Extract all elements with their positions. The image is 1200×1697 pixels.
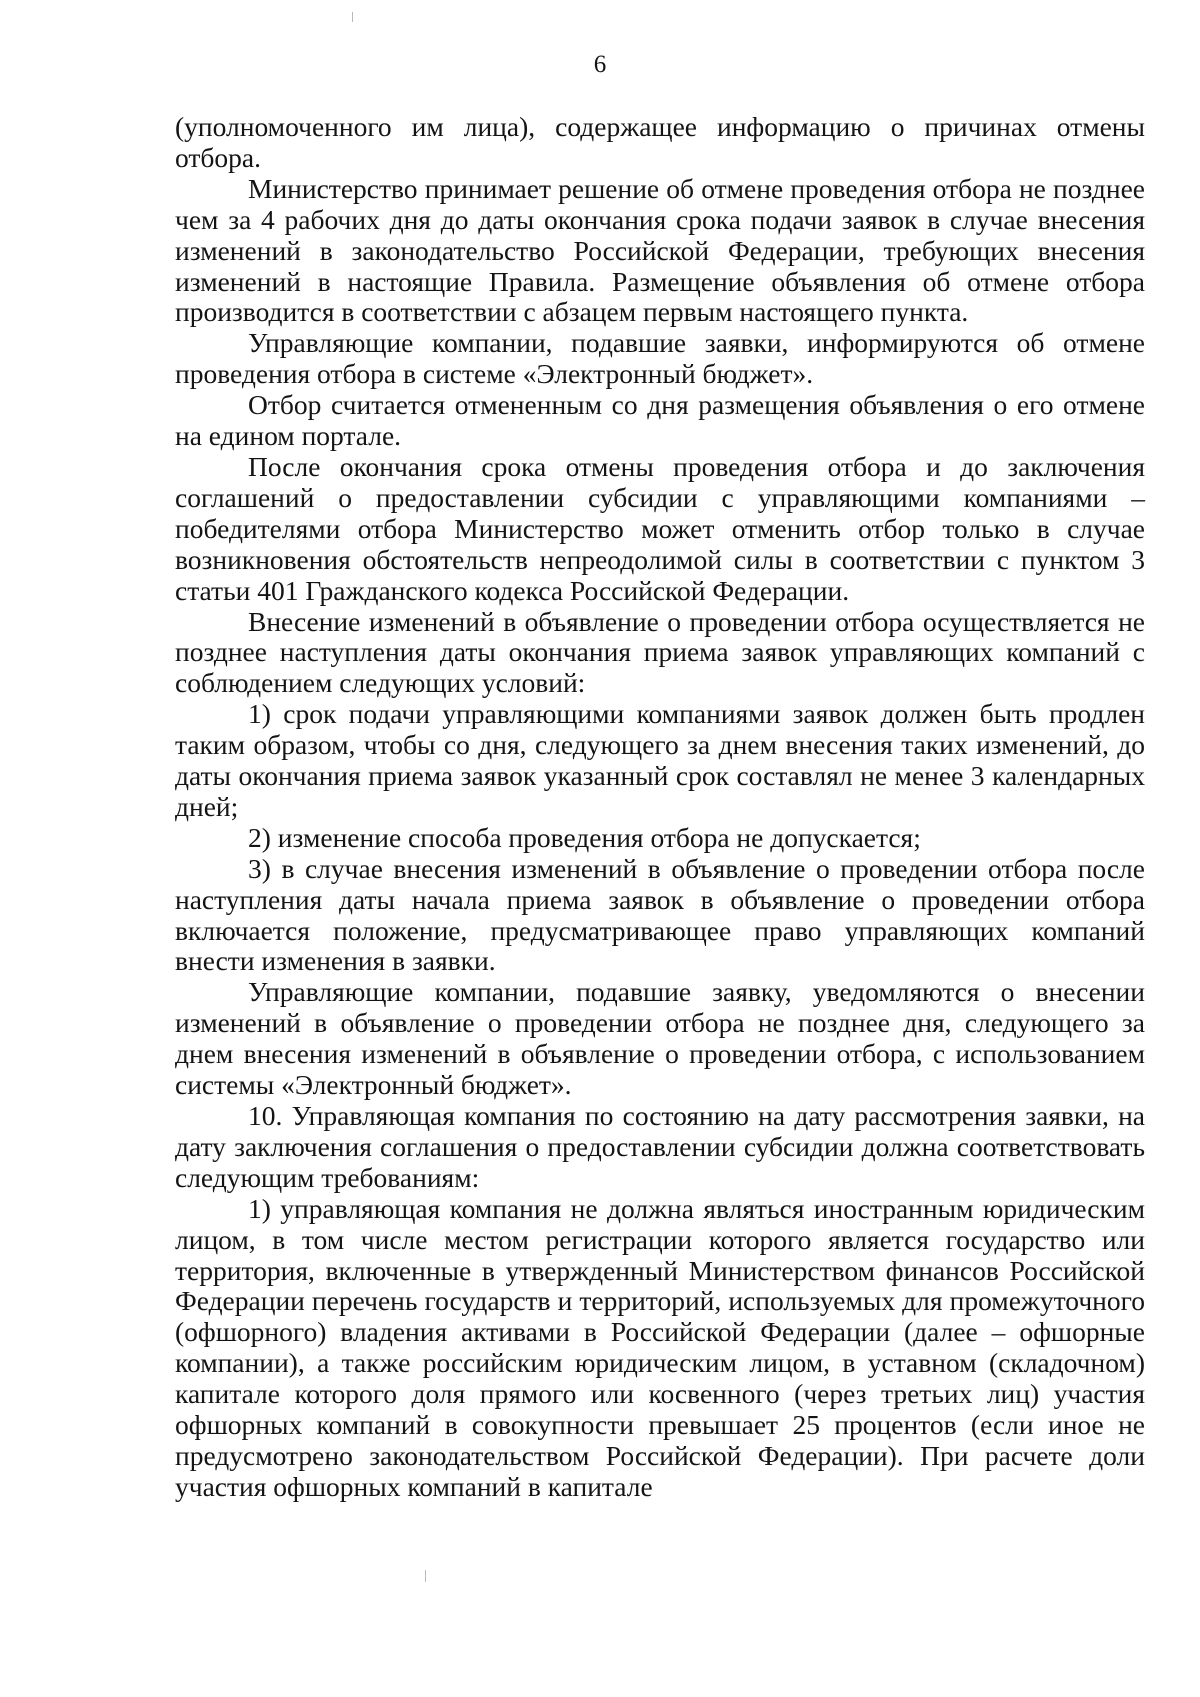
scan-artifact-bottom <box>425 1570 426 1582</box>
paragraph-announcement-changes: Внесение изменений в объявление о проведении отбора осуществляется не позднее наступления даты окончания приема заявок управляющих компаний с соблюдением следующих условий: <box>175 605 1145 699</box>
paragraph-cancellation-decision: Министерство принимает решение об отмене проведения отбора не позднее чем за 4 рабочих дня до даты окончания срока подачи заявок в случае внесения изменений в законодательство Российской Федерации, требующих внесения изменений в настоящие Правила. Размещение объявления об отмене отбора производится в соответствии с абзацем первым настоящего пункта. <box>175 172 1145 328</box>
list-item-deadline-extension: 1) срок подачи управляющими компаниями заявок должен быть продлен таким образом, чтобы со дня, следующего за днем внесения таких изменений, до даты окончания приема заявок указанный срок составлял не менее 3 календарных дней; <box>175 698 1145 822</box>
paragraph-continuation: (уполномоченного им лица), содержащее информацию о причинах отмены отбора. <box>175 111 1145 173</box>
list-item-offshore-requirement: 1) управляющая компания не должна являться иностранным юридическим лицом, в том числе местом регистрации которого является государство или территория, включенные в утвержденный Министерством финансов Российской Федерации перечень государств и территорий, используемых для промежуточного (офшорного) владения активами в Российской Федерации (далее – офшорные компании), а также российским юридическим лицом, в уставном (складочном) капитале которого доля прямого или косвенного (через третьих лиц) участия офшорных компаний в совокупности превышает 25 процентов (если иное не предусмотрено законодательством Российской Федерации). При расчете доли участия офшорных компаний в капитале <box>175 1192 1145 1502</box>
paragraph-force-majeure: После окончания срока отмены проведения отбора и до заключения соглашений о предоставлении субсидии с управляющими компаниями – победителями отбора Министерство может отменить отбор только в случае возникновения обстоятельств непреодолимой силы в соответствии с пунктом 3 статьи 401 Гражданского кодекса Российской Федерации. <box>175 450 1145 606</box>
list-item-method-change: 2) изменение способа проведения отбора не допускается; <box>248 821 921 853</box>
document-body <box>175 112 1145 1503</box>
page-number: 6 <box>593 51 607 78</box>
list-item-application-changes: 3) в случае внесения изменений в объявление о проведении отбора после наступления даты начала приема заявок в объявление о проведении отбора включается положение, предусматривающее право управляющих компаний внести изменения в заявки. <box>175 852 1145 977</box>
paragraph-selection-cancelled: Отбор считается отмененным со дня размещения объявления о его отмене на едином портале. <box>175 389 1145 452</box>
paragraph-companies-notified: Управляющие компании, подавшие заявку, уведомляются о внесении изменений в объявление о проведении отбора не позднее дня, следующего за днем внесения изменений в объявление о проведении отбора, с использованием системы «Электронный бюджет». <box>175 976 1145 1101</box>
section-10-requirements: 10. Управляющая компания по состоянию на дату рассмотрения заявки, на дату заключения соглашения о предоставлении субсидии должна соответствовать следующим требованиям: <box>175 1100 1145 1193</box>
scan-artifact-top <box>352 12 353 22</box>
paragraph-companies-informed: Управляющие компании, подавшие заявки, информируются об отмене проведения отбора в системе «Электронный бюджет». <box>175 327 1145 390</box>
